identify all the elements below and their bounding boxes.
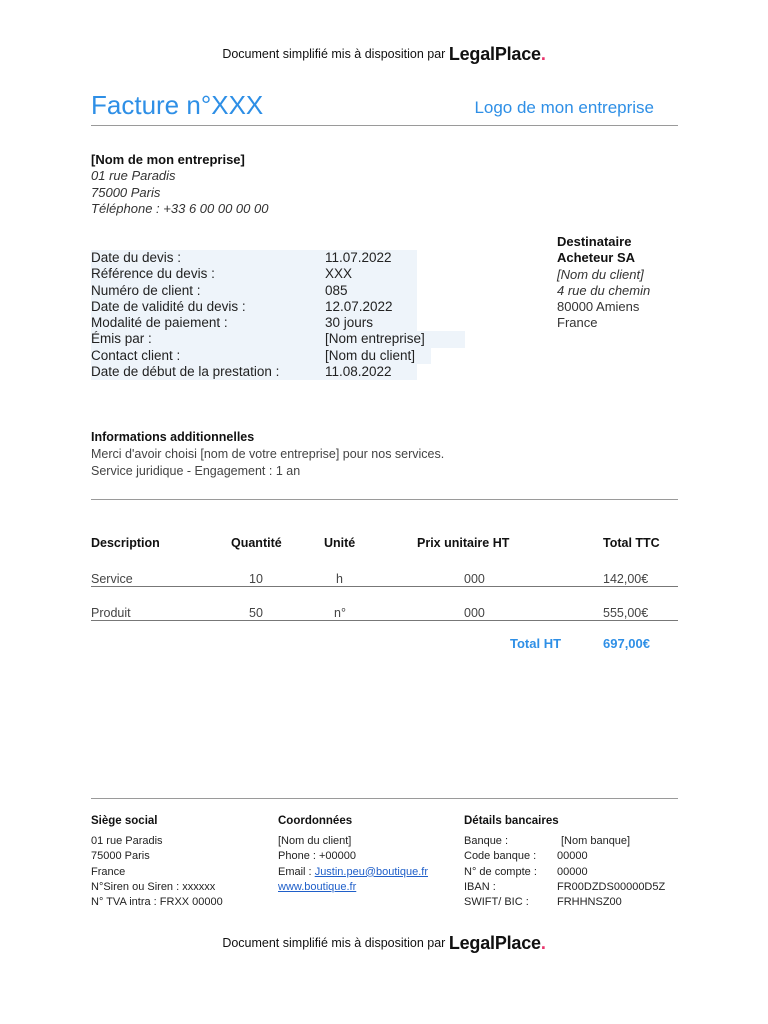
meta-label: Modalité de paiement :	[91, 315, 323, 331]
office-line: N°Siren ou Siren : xxxxxx	[91, 880, 216, 893]
bank-label: IBAN :	[464, 880, 496, 893]
meta-value: XXX	[323, 266, 417, 282]
bank-row	[464, 880, 665, 895]
meta-value: 12.07.2022	[323, 299, 417, 315]
row-total: 142,00€	[603, 572, 649, 586]
bank-value: 00000	[557, 850, 588, 863]
info-heading: Informations additionnelles	[91, 430, 255, 444]
footer-office	[91, 814, 223, 910]
header-divider	[91, 125, 678, 126]
footer-contact	[278, 814, 428, 895]
row-divider	[91, 620, 678, 621]
recipient-heading: Destinataire	[557, 234, 632, 249]
bank-row	[464, 834, 665, 849]
meta-value: 11.08.2022	[323, 364, 417, 380]
company-logo-placeholder: Logo de mon entreprise	[474, 98, 654, 117]
company-phone: Téléphone : +33 6 00 00 00 00	[91, 200, 269, 216]
row-divider	[91, 586, 678, 587]
info-divider	[91, 499, 678, 500]
bank-label: Banque :	[464, 835, 509, 848]
meta-value: 085	[323, 283, 417, 299]
company-city: 75000 Paris	[91, 184, 161, 200]
meta-row	[91, 315, 465, 331]
meta-value: [Nom entreprise]	[323, 331, 465, 347]
meta-label: Émis par :	[91, 331, 323, 347]
contact-email-label: Email :	[278, 865, 315, 878]
meta-row	[91, 250, 465, 266]
total-ht-label: Total HT	[510, 636, 562, 651]
meta-value: 30 jours	[323, 315, 417, 331]
contact-email-link[interactable]: Justin.peu@boutique.fr	[314, 865, 428, 878]
row-unit: h	[336, 572, 343, 586]
meta-label: Numéro de client :	[91, 283, 323, 299]
bank-value: FRHHNSZ00	[557, 896, 622, 909]
legalplace-logo[interactable]: LegalPlace.	[448, 933, 546, 953]
bank-label: SWIFT/ BIC :	[464, 896, 529, 909]
contact-client: [Nom du client]	[278, 835, 352, 848]
row-quantity: 50	[249, 606, 263, 620]
recipient-name: Acheteur SA	[557, 250, 636, 266]
col-header-total: Total TTC	[603, 536, 660, 550]
office-heading: Siège social	[91, 815, 158, 827]
additional-info	[91, 429, 444, 480]
invoice-meta	[91, 250, 465, 380]
col-header-unit: Unité	[324, 536, 356, 550]
recipient-block	[557, 234, 650, 332]
contact-phone: Phone : +00000	[278, 850, 356, 863]
meta-label: Date du devis :	[91, 250, 323, 266]
recipient-street: 4 rue du chemin	[557, 282, 651, 298]
meta-label: Date de début de la prestation :	[91, 364, 323, 380]
meta-row	[91, 299, 465, 315]
row-quantity: 10	[249, 572, 263, 586]
meta-value: [Nom du client]	[323, 348, 431, 364]
legalplace-logo[interactable]: LegalPlace.	[448, 44, 546, 64]
row-unit-price: 000	[464, 572, 485, 586]
row-unit-price: 000	[464, 606, 485, 620]
bank-label: Code banque :	[464, 850, 537, 863]
meta-label: Date de validité du devis :	[91, 299, 323, 315]
office-line: France	[91, 865, 126, 878]
promo-text: Document simplifié mis à disposition par	[222, 936, 446, 950]
total-ht-value: 697,00€	[603, 636, 650, 651]
bank-label: N° de compte :	[464, 865, 537, 878]
contact-email-row	[278, 865, 428, 880]
col-header-unit-price: Prix unitaire HT	[417, 536, 510, 550]
office-line: 75000 Paris	[91, 850, 150, 863]
recipient-country: France	[557, 315, 598, 331]
bank-value: [Nom banque]	[561, 835, 631, 848]
promo-banner-top	[0, 44, 768, 65]
col-header-quantity: Quantité	[231, 536, 282, 550]
footer-bank	[464, 814, 665, 910]
info-line: Merci d'avoir choisi [nom de votre entreprise] pour nos services.	[91, 447, 445, 461]
office-line: N° TVA intra : FRXX 00000	[91, 896, 223, 909]
meta-label: Contact client :	[91, 348, 323, 364]
meta-row	[91, 348, 465, 364]
company-address: 01 rue Paradis	[91, 168, 176, 184]
company-block	[91, 152, 268, 217]
meta-row	[91, 283, 465, 299]
contact-website-link[interactable]: www.boutique.fr	[278, 880, 357, 893]
bank-row	[464, 865, 665, 880]
info-line: Service juridique - Engagement : 1 an	[91, 464, 301, 478]
meta-row	[91, 364, 465, 380]
footer-divider	[91, 798, 678, 799]
row-description: Service	[91, 572, 133, 586]
invoice-title: Facture n°XXX	[91, 90, 264, 120]
meta-row	[91, 266, 465, 282]
meta-value: 11.07.2022	[323, 250, 417, 266]
bank-value: FR00DZDS00000D5Z	[557, 880, 666, 893]
row-total: 555,00€	[603, 606, 649, 620]
promo-text: Document simplifié mis à disposition par	[222, 47, 446, 61]
recipient-city: 80000 Amiens	[557, 299, 640, 315]
row-unit: n°	[334, 606, 346, 620]
meta-row	[91, 331, 465, 347]
bank-heading: Détails bancaires	[464, 815, 559, 827]
meta-label: Référence du devis :	[91, 266, 323, 282]
office-line: 01 rue Paradis	[91, 835, 163, 848]
bank-value: 00000	[557, 865, 588, 878]
row-description: Produit	[91, 606, 131, 620]
bank-row	[464, 849, 665, 864]
recipient-client: [Nom du client]	[557, 266, 644, 282]
promo-banner-bottom	[0, 933, 768, 954]
bank-row	[464, 895, 665, 910]
col-header-description: Description	[91, 536, 160, 550]
company-name: [Nom de mon entreprise]	[91, 152, 245, 167]
contact-heading: Coordonnées	[278, 815, 353, 827]
